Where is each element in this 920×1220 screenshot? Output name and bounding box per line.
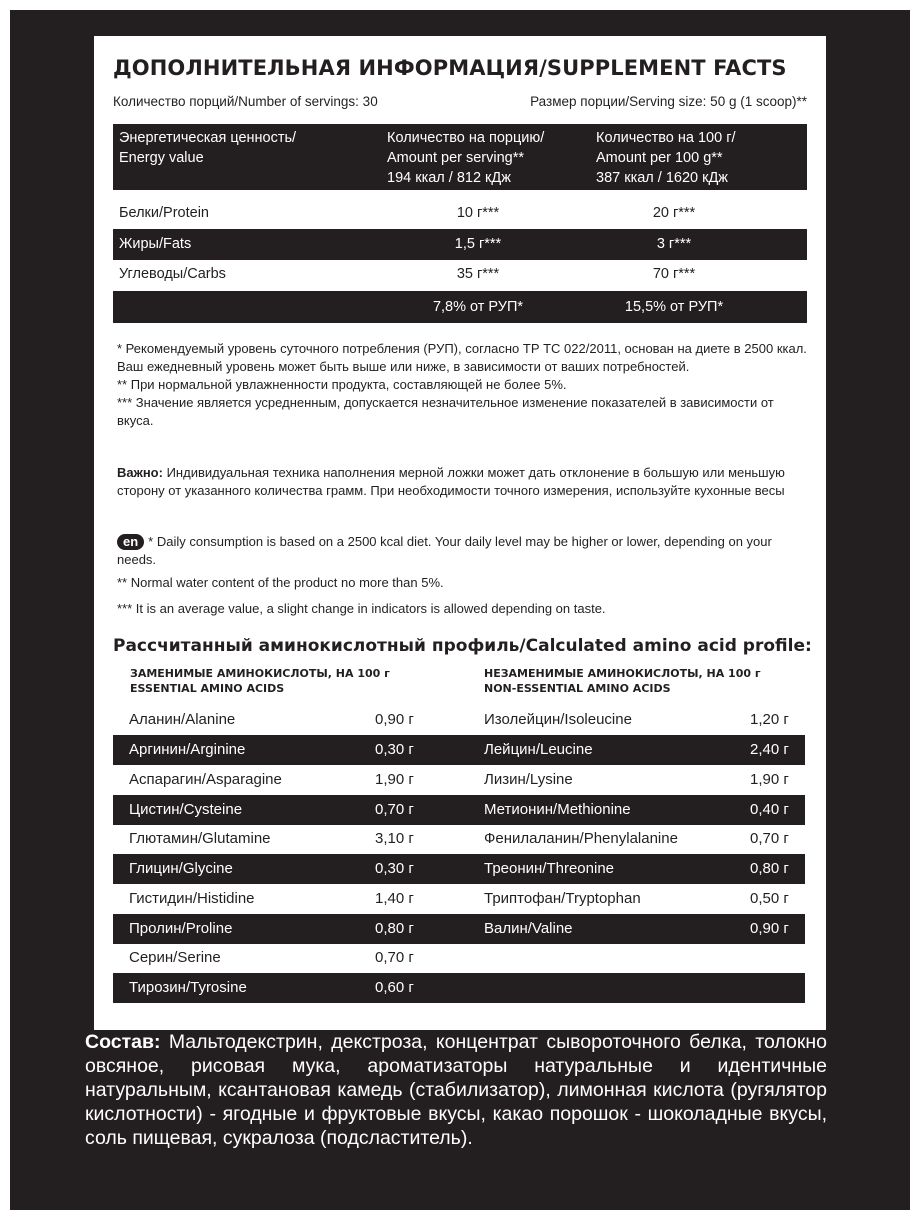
servings-line: [113, 94, 807, 109]
energy-per-100g: [596, 128, 736, 188]
amino-right-value: 0,80 г: [750, 860, 789, 877]
amino-right-value: 0,40 г: [750, 801, 789, 818]
amino-left-name: Цистин/Cysteine: [129, 801, 243, 818]
composition-label: Состав:: [85, 1031, 161, 1053]
energy-header: [113, 124, 807, 190]
amino-left-name: Тирозин/Tyrosine: [129, 979, 247, 996]
amino-right-name: Лейцин/Leucine: [484, 741, 593, 758]
footnote-en-daily: * Daily consumption is based on a 2500 kcal diet. Your daily level may be higher or lower, depending on your needs.: [117, 534, 772, 567]
energy-per100-line1: Количество на 100 г/: [596, 130, 736, 146]
amino-right-name: Валин/Valine: [484, 920, 573, 937]
nutrient-label: Углеводы/Carbs: [119, 266, 226, 282]
nutrient-per-100g: 70 г***: [652, 266, 696, 282]
amino-right-name: Метионин/Methionine: [484, 801, 631, 818]
energy-label-line2: Energy value: [119, 150, 204, 166]
energy-serving-line2: Amount per serving**: [387, 150, 525, 166]
composition-text: Мальтодекстрин, декстроза, концентрат сывороточного белка, толокно овсяное, рисовая мука, ароматизаторы натуральные и идентичные натуральным, ксантановая камедь (стабилизатор), лимонная кислота (ругялятор кислотности) - ягодные и фруктовые вкусы, какао порошок - шоколадные вкусы, соль пищевая, сукралоза (подсластитель).: [85, 1031, 827, 1149]
nutrient-row-fats: [113, 229, 807, 260]
amino-left-value: 1,40 г: [375, 890, 414, 907]
footnotes-ru: [117, 340, 807, 430]
amino-left-value: 3,10 г: [375, 830, 414, 847]
amino-row: [113, 914, 805, 944]
amino-left-name: Глицин/Glycine: [129, 860, 233, 877]
amino-left-name: Гистидин/Histidine: [129, 890, 255, 907]
amino-row: [113, 705, 805, 735]
amino-right-value: 1,90 г: [750, 771, 789, 788]
footnote-moisture: ** При нормальной увлажненности продукта, составляющей не более 5%.: [117, 377, 567, 392]
footnotes-en: [117, 533, 807, 618]
energy-per100-value: 387 ккал / 1620 кДж: [596, 170, 728, 186]
energy-serving-value: 194 ккал / 812 кДж: [387, 170, 511, 186]
amino-row: [113, 735, 805, 765]
energy-serving-line1: Количество на порцию/: [387, 130, 545, 146]
amino-row: [113, 854, 805, 884]
amino-right-value: 0,90 г: [750, 920, 789, 937]
amino-right-name: Лизин/Lysine: [484, 771, 573, 788]
important-label: Важно:: [117, 465, 163, 480]
amino-right-header-ru: НЕЗАМЕНИМЫЕ АМИНОКИСЛОТЫ, НА 100 г: [484, 667, 761, 680]
nutrient-per-serving: 1,5 г***: [454, 236, 502, 252]
amino-left-name: Пролин/Proline: [129, 920, 233, 937]
amino-profile-title: Рассчитанный аминокислотный профиль/Calculated amino acid profile:: [113, 636, 812, 656]
amino-left-value: 0,90 г: [375, 711, 414, 728]
serving-size: Размер порции/Serving size: 50 g (1 scoop)**: [530, 94, 807, 109]
amino-left-value: 0,80 г: [375, 920, 414, 937]
nutrient-label: Жиры/Fats: [119, 236, 192, 252]
servings-count: Количество порций/Number of servings: 30: [113, 94, 378, 109]
amino-right-name: Треонин/Threonine: [484, 860, 615, 877]
supplement-facts-panel: [94, 36, 826, 1030]
amino-row: [113, 765, 805, 795]
amino-left-value: 0,70 г: [375, 949, 414, 966]
nutrient-per-100g: 20 г***: [652, 205, 696, 221]
amino-left-value: 0,60 г: [375, 979, 414, 996]
nutrient-row-protein: [113, 198, 807, 229]
amino-left-name: Глютамин/Glutamine: [129, 830, 271, 847]
composition: [85, 1030, 827, 1150]
amino-right-value: 0,70 г: [750, 830, 789, 847]
footnote-en-average: *** It is an average value, a slight change in indicators is allowed depending on taste.: [117, 601, 606, 616]
important-note: [117, 464, 807, 500]
amino-left-value: 0,30 г: [375, 741, 414, 758]
amino-right-name: Изолейцин/Isoleucine: [484, 711, 632, 728]
rda-per-serving: 7,8% от РУП*: [432, 299, 524, 315]
amino-left-name: Аланин/Alanine: [129, 711, 236, 728]
page-title: ДОПОЛНИТЕЛЬНАЯ ИНФОРМАЦИЯ/SUPPLEMENT FACTS: [113, 56, 787, 80]
nutrient-row-carbs: [113, 259, 807, 290]
rda-row: [113, 291, 807, 323]
amino-left-value: 0,30 г: [375, 860, 414, 877]
amino-left-header-en: ESSENTIAL AMINO ACIDS: [130, 682, 285, 695]
amino-row: [113, 824, 805, 854]
footnote-rda: * Рекомендуемый уровень суточного потребления (РУП), согласно ТР ТС 022/2011, основан на диете в 2500 ккал. Ваш ежедневный уровень может быть выше или ниже, в зависимости от ваших потребностей.: [117, 341, 807, 374]
amino-row: [113, 973, 805, 1003]
footnote-en-water: ** Normal water content of the product no more than 5%.: [117, 575, 444, 590]
important-text: Индивидуальная техника наполнения мерной ложки может дать отклонение в большую или меньшую сторону от указанного количества грамм. При необходимости точного измерения, используйте кухонные весы: [117, 465, 785, 498]
amino-row: [113, 884, 805, 914]
amino-left-value: 0,70 г: [375, 801, 414, 818]
nutrient-per-100g: 3 г***: [656, 236, 692, 252]
amino-right-header: [484, 666, 761, 696]
amino-left-header: [130, 666, 390, 696]
nutrient-per-serving: 10 г***: [456, 205, 500, 221]
energy-per-serving: [387, 128, 544, 188]
amino-left-header-ru: ЗАМЕНИМЫЕ АМИНОКИСЛОТЫ, НА 100 г: [130, 667, 390, 680]
amino-row: [113, 795, 805, 825]
energy-label-line1: Энергетическая ценность/: [119, 130, 297, 146]
amino-left-name: Аргинин/Arginine: [129, 741, 246, 758]
amino-right-name: Фенилаланин/Phenylalanine: [484, 830, 678, 847]
energy-label: [119, 128, 296, 168]
amino-left-value: 1,90 г: [375, 771, 414, 788]
nutrient-per-serving: 35 г***: [456, 266, 500, 282]
amino-right-name: Триптофан/Tryptophan: [484, 890, 641, 907]
amino-right-header-en: NON-ESSENTIAL AMINO ACIDS: [484, 682, 671, 695]
amino-row: [113, 943, 805, 973]
amino-right-value: 2,40 г: [750, 741, 789, 758]
footnote-average: *** Значение является усредненным, допускается незначительное изменение показателей в зависимости от вкуса.: [117, 395, 774, 428]
language-badge: en: [117, 534, 144, 550]
rda-per-100g: 15,5% от РУП*: [624, 299, 724, 315]
amino-right-value: 0,50 г: [750, 890, 789, 907]
amino-left-name: Серин/Serine: [129, 949, 221, 966]
nutrient-label: Белки/Protein: [119, 205, 209, 221]
amino-right-value: 1,20 г: [750, 711, 789, 728]
energy-per100-line2: Amount per 100 g**: [596, 150, 723, 166]
amino-left-name: Аспарагин/Asparagine: [129, 771, 282, 788]
